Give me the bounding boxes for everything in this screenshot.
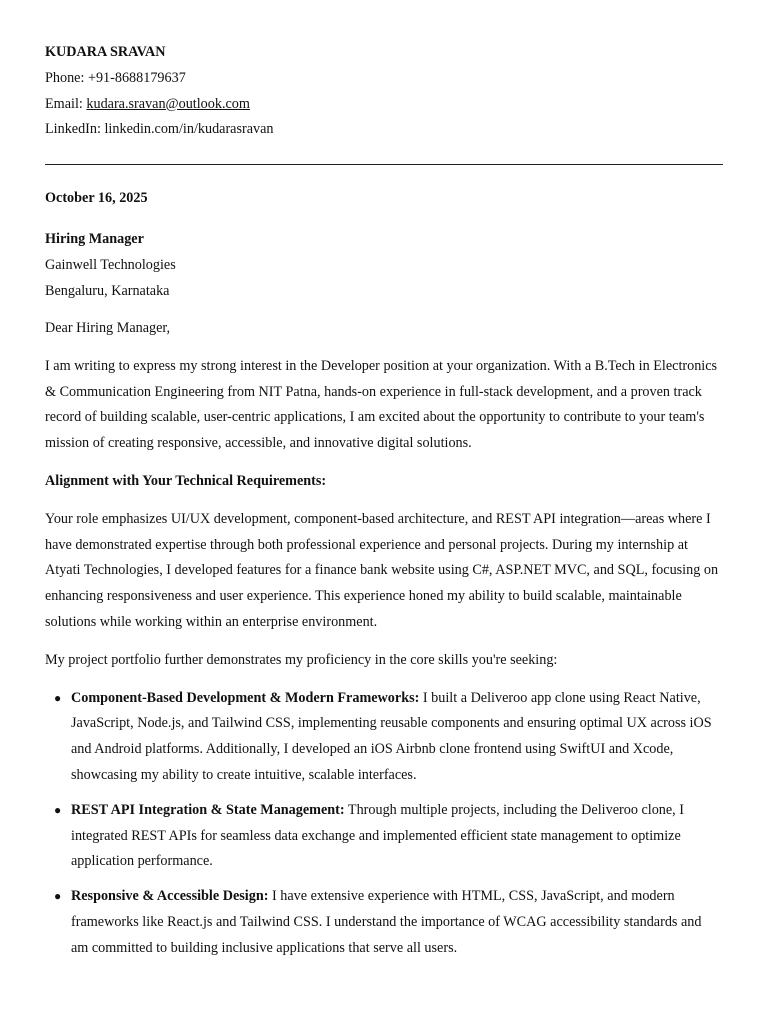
email-label: Email: bbox=[45, 95, 87, 112]
bullet-text: I built a Deliveroo app clone using React Native, JavaScript, Node.js, and Tailwind CSS, implementing reusable components and ensuring optimal UX across iOS and Android platforms. Additionally, I developed an iOS Airbnb clone frontend using SwiftUI and Xcode, showcasing my ability to create intuitive, scalable interfaces. bbox=[71, 689, 712, 783]
bullet-text: I have extensive experience with HTML, CSS, JavaScript, and modern frameworks like React.js and Tailwind CSS. I understand the importance of WCAG accessibility standards and am committed to building inclusive applications that serve all users. bbox=[71, 888, 702, 956]
skills-list bbox=[45, 686, 723, 962]
list-item bbox=[54, 884, 723, 961]
bullet-dot-icon: ● bbox=[54, 690, 62, 705]
email-line bbox=[45, 92, 723, 118]
letter-date: October 16, 2025 bbox=[45, 190, 148, 207]
bullet-dot-icon: ● bbox=[54, 889, 62, 904]
recipient-block bbox=[45, 226, 723, 304]
list-item bbox=[54, 686, 723, 789]
applicant-name: KUDARA SRAVAN bbox=[45, 44, 166, 60]
section-heading: Alignment with Your Technical Requirements: bbox=[45, 472, 327, 489]
bullet-text: Through multiple projects, including the Deliveroo clone, I integrated REST APIs for seamless data exchange and implemented efficient state management to optimize application performance. bbox=[71, 801, 684, 870]
recipient-location: Bengaluru, Karnataka bbox=[45, 282, 170, 299]
intro-paragraph: I am writing to express my strong interest in the Developer position at your organization. With a B.Tech in Electronics & Communication Engineering from NIT Patna, hands-on experience in full-stack development, and a proven track record of building scalable, user-centric applications, I am excited about the opportunity to contribute to your team's mission of creating responsive, accessible, and innovative digital solutions. bbox=[45, 357, 718, 452]
salutation: Dear Hiring Manager, bbox=[45, 319, 171, 336]
contact-header bbox=[45, 40, 723, 143]
bullet-dot-icon: ● bbox=[54, 802, 62, 817]
alignment-paragraph: Your role emphasizes UI/UX development, component-based architecture, and REST API integration—areas where I have demonstrated expertise through both professional experience and personal projects. During my internship at Atyati Technologies, I developed features for a finance bank website using C#, ASP.NET MVC, and SQL, focusing on enhancing responsiveness and user experience. This experience honed my ability to build scalable, maintainable solutions while working within an enterprise environment. bbox=[45, 510, 719, 630]
phone-line: Phone: +91-8688179637 bbox=[45, 69, 186, 86]
bullet-lead: REST API Integration & State Management: bbox=[71, 801, 345, 818]
bullet-lead: Responsive & Accessible Design: bbox=[71, 888, 269, 905]
header-divider bbox=[45, 164, 723, 165]
portfolio-intro: My project portfolio further demonstrates my proficiency in the core skills you're seeking: bbox=[45, 651, 558, 668]
recipient-title: Hiring Manager bbox=[45, 230, 144, 247]
recipient-company: Gainwell Technologies bbox=[45, 256, 176, 273]
email-link[interactable]: kudara.sravan@outlook.com bbox=[86, 95, 250, 112]
list-item bbox=[54, 798, 723, 875]
bullet-lead: Component-Based Development & Modern Frameworks: bbox=[71, 689, 420, 706]
linkedin-line: LinkedIn: linkedin.com/in/kudarasravan bbox=[45, 121, 274, 138]
